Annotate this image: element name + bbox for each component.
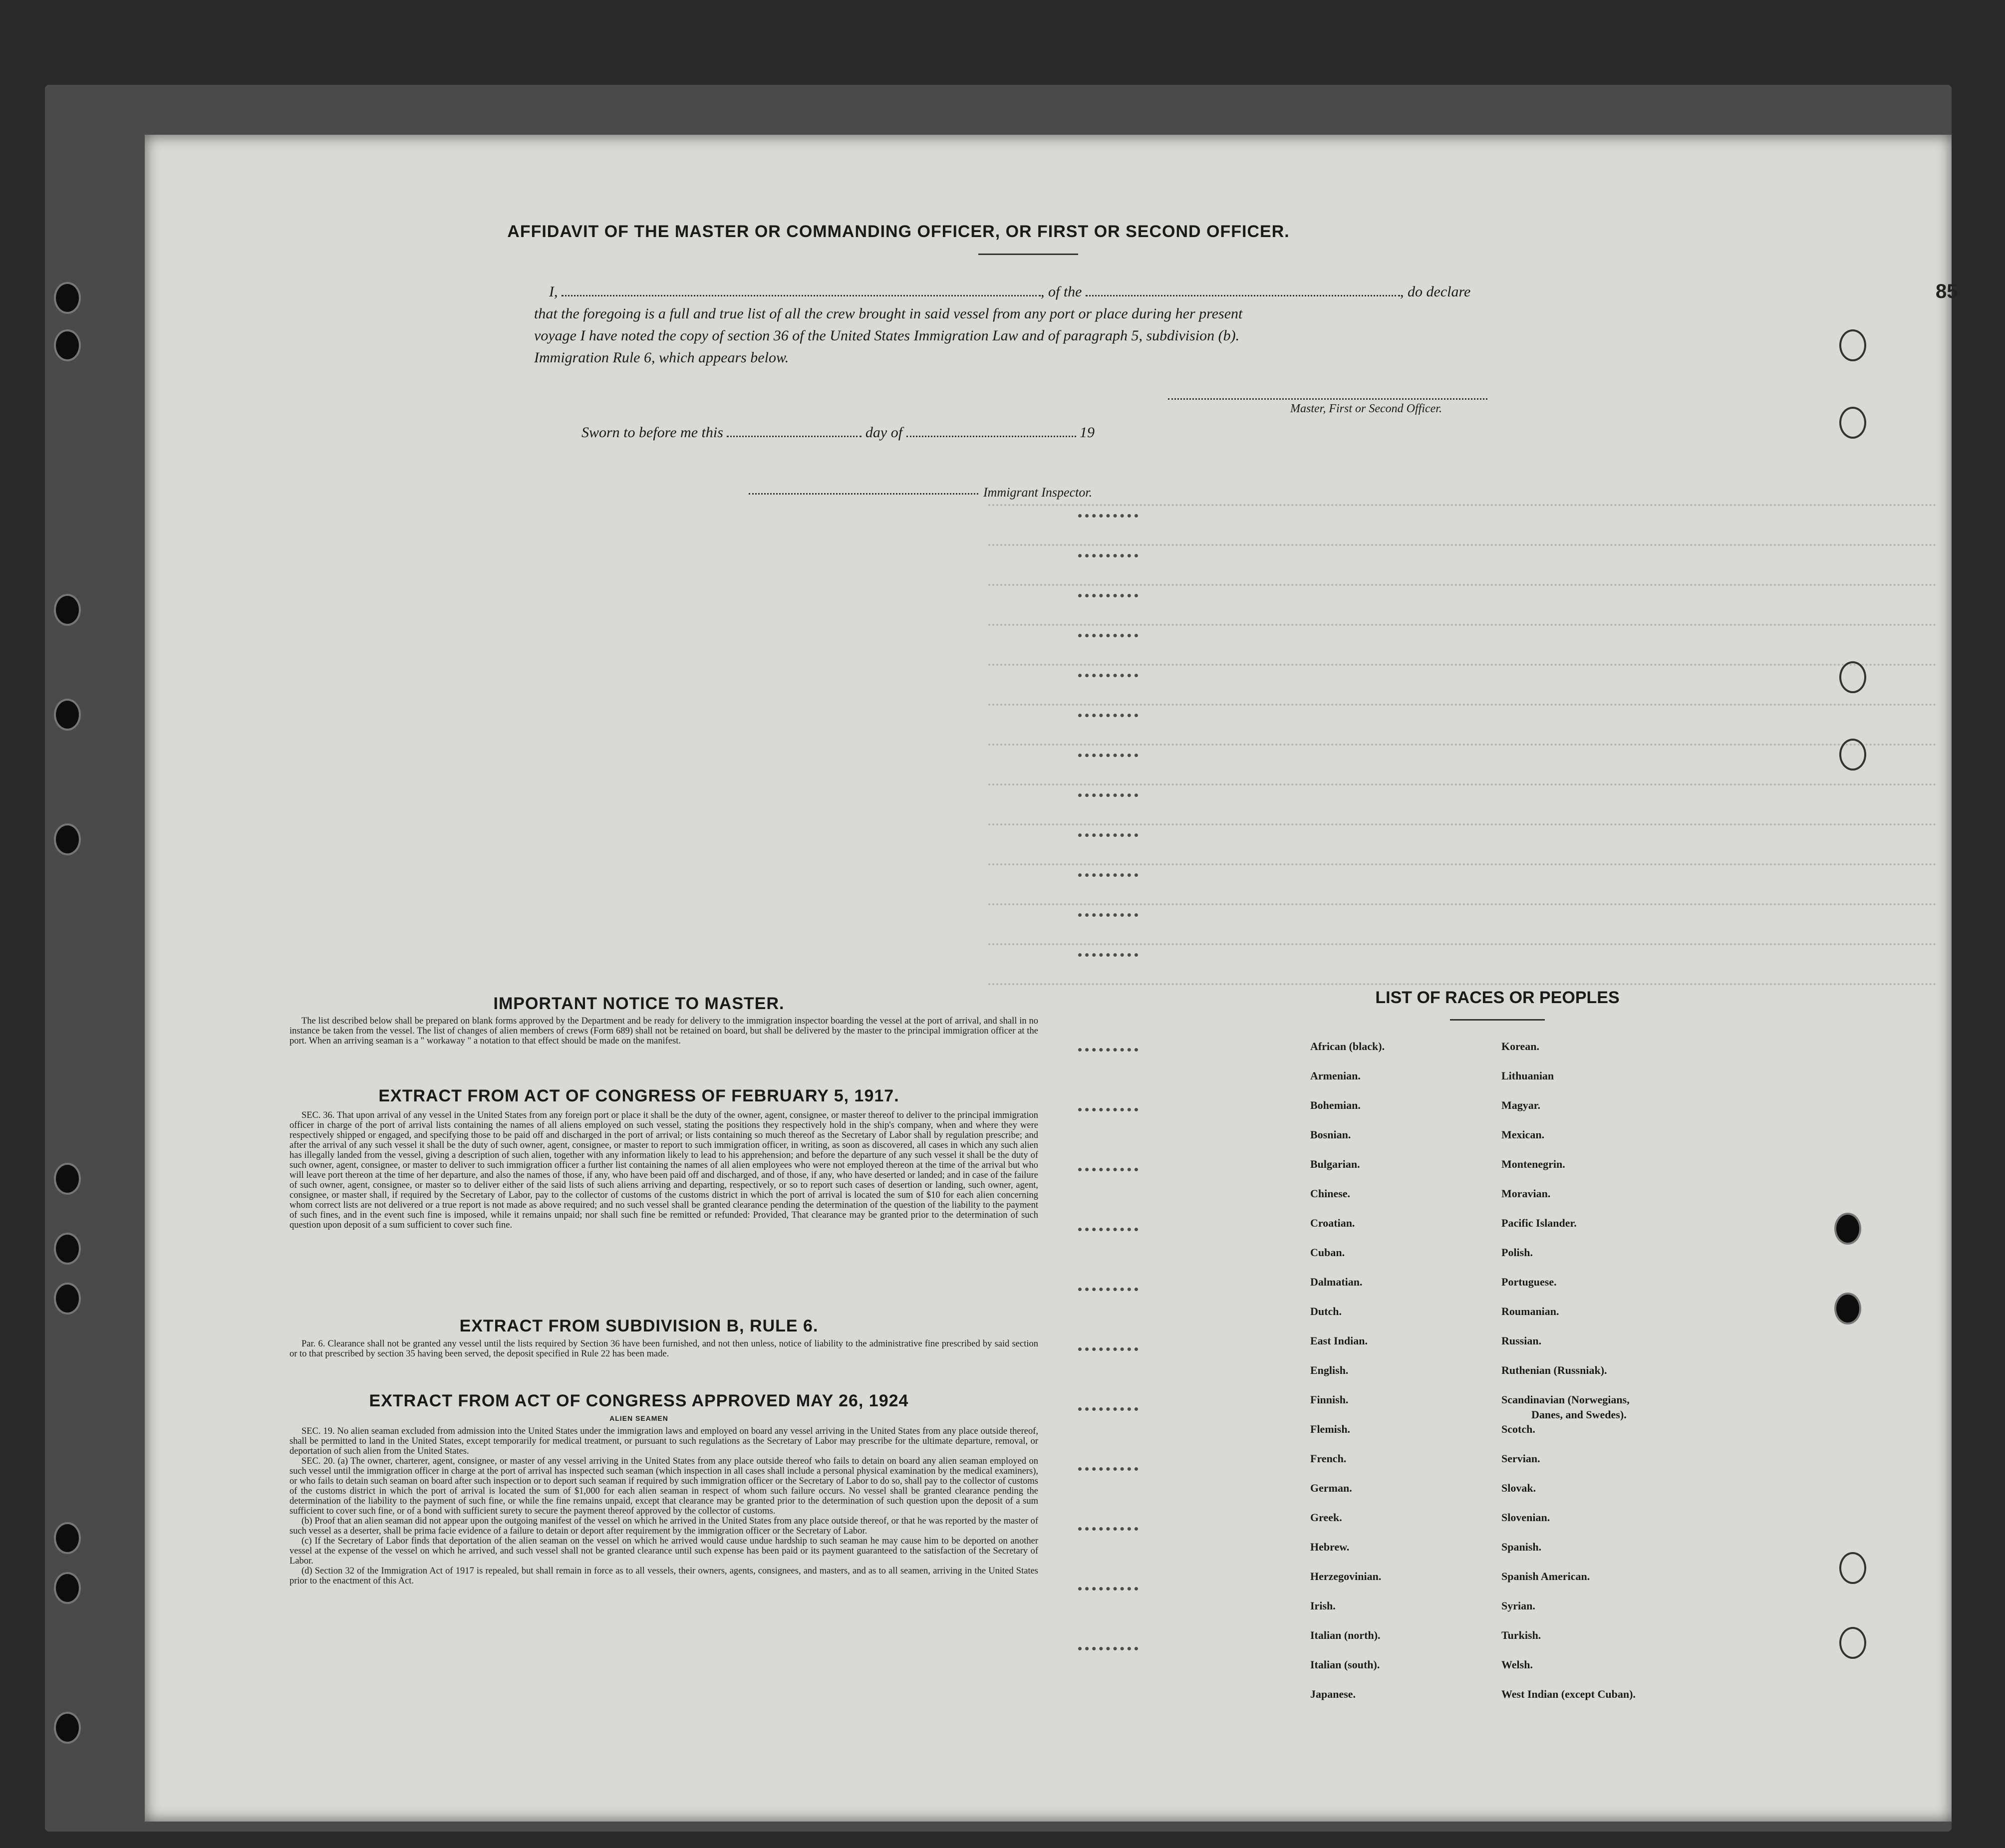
race-item: Croatian. [1310, 1217, 1355, 1229]
ghost-row [988, 784, 1937, 792]
sworn-day-of: day of [865, 424, 903, 441]
ghost-dots [1078, 634, 1138, 642]
affidavit-of-the: , of the [1041, 283, 1082, 300]
binder-hole [1839, 1552, 1866, 1584]
affidavit-i: I, [549, 283, 558, 300]
notice-title: IMPORTANT NOTICE TO MASTER. [493, 994, 785, 1013]
act-1924-sec20a: SEC. 20. (a) The owner, charterer, agent, consignee, or master of any vessel arriving in the United States from any place outside thereof who fails to detain on board any alien seaman employed on such vessel until the immigration officer in charge at the port of arrival has inspected such seaman (which inspection in all cases shall include a personal physical examination by the medical examiners), or who fails to detain such seaman on board after such inspection or to deport such seaman if required by such immigration officer or the Secretary of Labor to do so, shall pay to the collector of customs of the customs district in which the port of arrival is located the sum of $1,000 for each alien seaman in respect of whom such failure occurs. No vessel shall be granted clearance pending the determination of the liability to the payment of such fine, or while the fine remains unpaid, except that clearance may be granted prior to the determination of such question upon the deposit of a sum sufficient to cover such fine, or of a bond with sufficient surety to secure the payment thereof approved by the collector of customs. [289, 1456, 1038, 1516]
binder-hole [54, 1712, 81, 1744]
ghost-dots [1078, 953, 1138, 962]
race-item: Bohemian. [1310, 1099, 1361, 1111]
act-1924-subtitle: ALIEN SEAMEN [609, 1414, 668, 1422]
act-1924-text [289, 1426, 1038, 1586]
race-item: Pacific Islander. [1501, 1217, 1577, 1229]
affidavit-line-4: Immigration Rule 6, which appears below. [534, 349, 789, 366]
blank-day[interactable] [727, 435, 861, 437]
race-item: Hebrew. [1310, 1541, 1350, 1553]
races-right-column [1501, 1041, 1711, 1718]
binder-hole [54, 1233, 81, 1265]
binder-hole [1839, 1627, 1866, 1659]
race-item: East Indian. [1310, 1334, 1368, 1347]
ghost-row [988, 863, 1937, 872]
affidavit-declare: , do declare [1400, 283, 1471, 300]
race-item: African (black). [1310, 1040, 1385, 1053]
race-item: Moravian. [1501, 1187, 1551, 1200]
affidavit-line-3: voyage I have noted the copy of section 36 of the United States Immigration Law and of paragraph 5, subdivision (b). [534, 327, 1240, 344]
binder-hole [54, 1283, 81, 1315]
race-item: Magyar. [1501, 1099, 1541, 1111]
race-item: Bulgarian. [1310, 1158, 1360, 1170]
act-1924-title: EXTRACT FROM ACT OF CONGRESS APPROVED MAY 26, 1924 [369, 1391, 909, 1410]
race-item: Spanish. [1501, 1541, 1542, 1553]
ghost-dots [1078, 913, 1138, 922]
master-signature-label: Master, First or Second Officer. [1290, 402, 1442, 415]
race-item: Slovak. [1501, 1482, 1536, 1494]
ghost-dots [1078, 514, 1138, 523]
race-item: Polish. [1501, 1246, 1533, 1259]
ghost-dots [1078, 1048, 1138, 1056]
races-title: LIST OF RACES OR PEOPLES [1375, 988, 1620, 1007]
act-1917-text [289, 1110, 1038, 1230]
notice-text [289, 1016, 1038, 1046]
race-item: Montenegrin. [1501, 1158, 1565, 1170]
ghost-dots [1078, 754, 1138, 762]
ghost-dots [1078, 1587, 1138, 1595]
ghost-dots [1078, 1347, 1138, 1356]
ghost-dots [1078, 1407, 1138, 1416]
act-1924-sec20c: (c) If the Secretary of Labor finds that deportation of the alien seaman on the vessel on which he arrived would cause undue hardship to such seaman he may cause him to be deported on another vessel at the expense of the vessel on which he arrived, and such vessel shall not be granted clearance until such expense has been paid or its payment guaranteed to the satisfaction of the Secretary of Labor. [289, 1536, 1038, 1566]
binder-hole [54, 594, 81, 626]
rule-6-paragraph: Par. 6. Clearance shall not be granted any vessel until the lists required by Section 36 have been furnished, and not then unless, notice of liability to the administrative fine prescribed by said section or to that prescribed by section 35 having been served, the deposit specified in Rule 22 has been made. [289, 1339, 1038, 1359]
binder-hole [54, 1572, 81, 1604]
ghost-dots [1078, 714, 1138, 722]
ghost-dots [1078, 1168, 1138, 1176]
binder-hole [1839, 407, 1866, 439]
binder-hole [54, 1522, 81, 1554]
ghost-dots [1078, 1228, 1138, 1236]
race-item: Greek. [1310, 1511, 1342, 1524]
race-item: Danes, and Swedes). [1531, 1408, 1627, 1421]
master-signature-line[interactable] [1168, 398, 1487, 400]
race-item: Slovenian. [1501, 1511, 1550, 1524]
sworn-prefix: Sworn to before me this [581, 424, 723, 441]
blank-name[interactable] [562, 294, 1041, 296]
page-number: 85 [1936, 280, 1958, 302]
ghost-row [988, 544, 1937, 553]
sworn-year: 19 [1080, 424, 1095, 441]
race-item: Italian (south). [1310, 1658, 1380, 1671]
inspector-label: Immigrant Inspector. [983, 485, 1093, 500]
act-1917-paragraph: SEC. 36. That upon arrival of any vessel in the United States from any foreign port or place it shall be the duty of the owner, agent, consignee, or master thereof to deliver to the principal immigration officer in charge of the port of arrival lists containing the names of all aliens employed on such vessel, stating the positions they respectively hold in the ship's company, when and where they were respectively shipped or engaged, and specifying those to be paid off and discharged in the port of arrival; or lists containing so much thereof as the Secretary of Labor shall by regulation prescribe; and after the arrival of any such vessel it shall be the duty of such owner, agent, consignee, or master to report to such immigration officer, in writing, as soon as discovered, all cases in which any such alien has illegally landed from the vessel, giving a description of such alien, together with any information likely to lead to his apprehension; and before the departure of any such vessel it shall be the duty of such owner, agent, consignee, or master to deliver to such immigration officer a further list containing the names of all alien employees who were not employed thereon at the time of the arrival but who will leave port thereon at the time of her departure, and also the names of those, if any, who have been paid off and discharged, and of those, if any, who have deserted or landed; and in case of the failure of such owner, agent, consignee, or master so to deliver either of the said lists of such aliens arriving and departing, respectively, or so to report such cases of desertion or landing, such owner, agent, consignee, or master shall, if required by the Secretary of Labor, pay to the collector of customs of the customs district in which the port of arrival is located the sum of $10 for each alien concerning whom correct lists are not delivered or a true report is not made as above required; and no such vessel shall be granted clearance pending the determination of the question of the liability to the payment of such fines, and in the event such fine is imposed, while it remains unpaid; nor shall such fine be remitted or refunded: Provided, That clearance may be granted prior to the determination of such question upon deposit of a sum sufficient to cover such fine. [289, 1110, 1038, 1230]
race-item: Scandinavian (Norwegians, [1501, 1393, 1630, 1406]
notice-paragraph: The list described below shall be prepared on blank forms approved by the Department and be ready for delivery to the immigration inspector boarding the vessel at the port of arrival, and shall in no instance be taken from the vessel. The list of changes of alien members of crews (Form 689) shall not be retained on board, but shall be delivered by the master to the principal immigration officer at the port. When an arriving seaman is a " workaway " a notation to that effect should be made on the manifest. [289, 1016, 1038, 1046]
race-item: Korean. [1501, 1040, 1539, 1053]
races-title-rule [1450, 1019, 1545, 1021]
ghost-dots [1078, 1467, 1138, 1476]
race-item: West Indian (except Cuban). [1501, 1688, 1636, 1700]
race-item: Dutch. [1310, 1305, 1342, 1318]
race-item: Mexican. [1501, 1128, 1545, 1141]
race-item: Bosnian. [1310, 1128, 1351, 1141]
race-item: Finnish. [1310, 1393, 1349, 1406]
race-item: French. [1310, 1452, 1347, 1465]
binder-hole [54, 699, 81, 731]
act-1924-sec19: SEC. 19. No alien seaman excluded from admission into the United States under the immigration laws and employed on board any vessel arriving in the United States from any place outside thereof, shall be permitted to land in the United States, except temporarily for medical treatment, or pursuant to such regulations as the Secretary of Labor may prescribe for the ultimate departure, removal, or deportation of such alien from the United States. [289, 1426, 1038, 1456]
ghost-row [988, 943, 1937, 952]
race-item: Japanese. [1310, 1688, 1356, 1700]
act-1924-sec20d: (d) Section 32 of the Immigration Act of 1917 is repealed, but shall remain in force as to all vessels, their owners, agents, consignees, and masters, and as to all seamen, arriving in the United States prior to the enactment of this Act. [289, 1566, 1038, 1586]
race-item: Flemish. [1310, 1423, 1351, 1435]
binder-hole [1834, 1213, 1861, 1245]
binder-hole [1834, 1293, 1861, 1324]
ghost-row [988, 744, 1937, 753]
race-item: Chinese. [1310, 1187, 1351, 1200]
race-item: Servian. [1501, 1452, 1540, 1465]
race-item: Irish. [1310, 1599, 1336, 1612]
title-rule [978, 254, 1078, 255]
race-item: Welsh. [1501, 1658, 1533, 1671]
race-item: Scotch. [1501, 1423, 1535, 1435]
race-item: Portuguese. [1501, 1276, 1557, 1288]
race-item: Armenian. [1310, 1069, 1361, 1082]
binder-hole [1839, 329, 1866, 361]
race-item: Dalmatian. [1310, 1276, 1363, 1288]
race-item: English. [1310, 1364, 1349, 1376]
race-item: German. [1310, 1482, 1352, 1494]
binder-hole [54, 282, 81, 314]
race-item: Russian. [1501, 1334, 1542, 1347]
act-1924-sec20b: (b) Proof that an alien seaman did not appear upon the outgoing manifest of the vessel on which he arrived in the United States from any place outside thereof, or that he was reported by the master of such vessel as a deserter, shall be prima facie evidence of a failure to detain or deport after requirement by the immigration officer or the Secretary of Labor. [289, 1516, 1038, 1536]
race-item: Lithuanian [1501, 1069, 1554, 1082]
ghost-dots [1078, 594, 1138, 602]
binder-hole [54, 823, 81, 855]
ghost-dots [1078, 1108, 1138, 1116]
ghost-row [988, 903, 1937, 912]
ghost-row [988, 664, 1937, 673]
sworn-line [581, 424, 1095, 441]
ghost-row [988, 823, 1937, 832]
race-item: Herzegovinian. [1310, 1570, 1382, 1583]
affidavit-line-2: that the foregoing is a full and true list of all the crew brought in said vessel from any port or place during her present [534, 305, 1243, 322]
blank-vessel[interactable] [1086, 294, 1400, 296]
race-item: Cuban. [1310, 1246, 1345, 1259]
ghost-dots [1078, 1527, 1138, 1536]
ghost-dots [1078, 554, 1138, 562]
races-left-column [1310, 1041, 1470, 1718]
affidavit-title: AFFIDAVIT OF THE MASTER OR COMMANDING OFFICER, OR FIRST OR SECOND OFFICER. [507, 222, 1290, 241]
race-item: Spanish American. [1501, 1570, 1590, 1583]
ghost-dots [1078, 1288, 1138, 1296]
ghost-row [988, 504, 1937, 513]
inspector-signature-line[interactable] [749, 493, 978, 495]
ghost-row [988, 624, 1937, 633]
rule-6-title: EXTRACT FROM SUBDIVISION B, RULE 6. [459, 1317, 819, 1335]
race-item: Turkish. [1501, 1629, 1541, 1641]
race-item: Syrian. [1501, 1599, 1535, 1612]
race-item: Ruthenian (Russniak). [1501, 1364, 1607, 1376]
race-item: Italian (north). [1310, 1629, 1381, 1641]
act-1917-title: EXTRACT FROM ACT OF CONGRESS OF FEBRUARY 5, 1917. [378, 1086, 899, 1105]
race-item: Roumanian. [1501, 1305, 1559, 1318]
ghost-dots [1078, 674, 1138, 682]
ghost-dots [1078, 793, 1138, 802]
ghost-row [988, 584, 1937, 593]
binder-hole [54, 1163, 81, 1195]
blank-month[interactable] [906, 435, 1076, 437]
ghost-dots [1078, 833, 1138, 842]
ghost-dots [1078, 873, 1138, 882]
ghost-row [988, 704, 1937, 713]
ghost-dots [1078, 1647, 1138, 1655]
binder-hole [54, 329, 81, 361]
rule-6-text [289, 1339, 1038, 1359]
affidavit-line-1 [549, 283, 1470, 300]
